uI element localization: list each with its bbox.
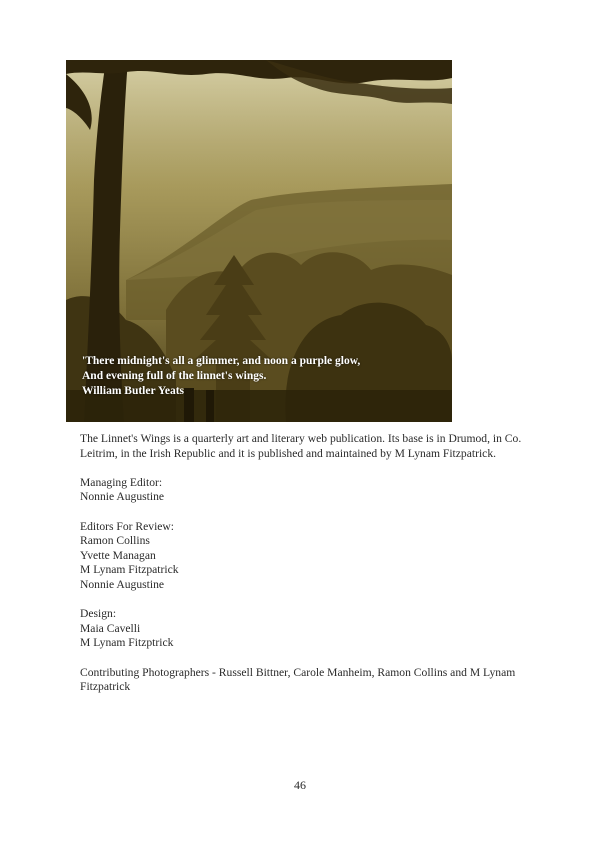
- intro-paragraph: The Linnet's Wings is a quarterly art and literary web publication. Its base is in Drumod, in Co. Leitrim, in the Irish Republic and it is published and maintained by M Lynam Fitzpatrick.: [80, 432, 522, 460]
- editors-for-review-section: [80, 520, 550, 593]
- staff-name: Yvette Managan: [80, 548, 156, 562]
- design-section: [80, 607, 550, 651]
- staff-name: Nonnie Augustine: [80, 577, 165, 591]
- staff-name: M Lynam Fitzpatrick: [80, 563, 179, 577]
- staff-name: Ramon Collins: [80, 534, 150, 548]
- caption-line: 'There midnight's all a glimmer, and noon a purple glow,: [82, 355, 361, 367]
- section-heading: Managing Editor:: [80, 475, 163, 489]
- caption-author: William Butler Yeats: [82, 385, 185, 397]
- section-heading: Editors For Review:: [80, 519, 175, 533]
- masthead-text: [80, 432, 550, 709]
- staff-name: M Lynam Fitzptrick: [80, 636, 174, 650]
- page-number: 46: [294, 778, 306, 792]
- staff-name: Maia Cavelli: [80, 621, 141, 635]
- cover-photo: [66, 60, 452, 422]
- photo-caption: [82, 354, 442, 399]
- contributing-photographers: Contributing Photographers - Russell Bittner, Carole Manheim, Ramon Collins and M Lynam Fitzpatrick: [80, 665, 516, 694]
- section-heading: Design:: [80, 607, 117, 621]
- caption-line: And evening full of the linnet's wings.: [82, 370, 267, 382]
- staff-name: Nonnie Augustine: [80, 490, 165, 504]
- managing-editor-section: [80, 476, 550, 505]
